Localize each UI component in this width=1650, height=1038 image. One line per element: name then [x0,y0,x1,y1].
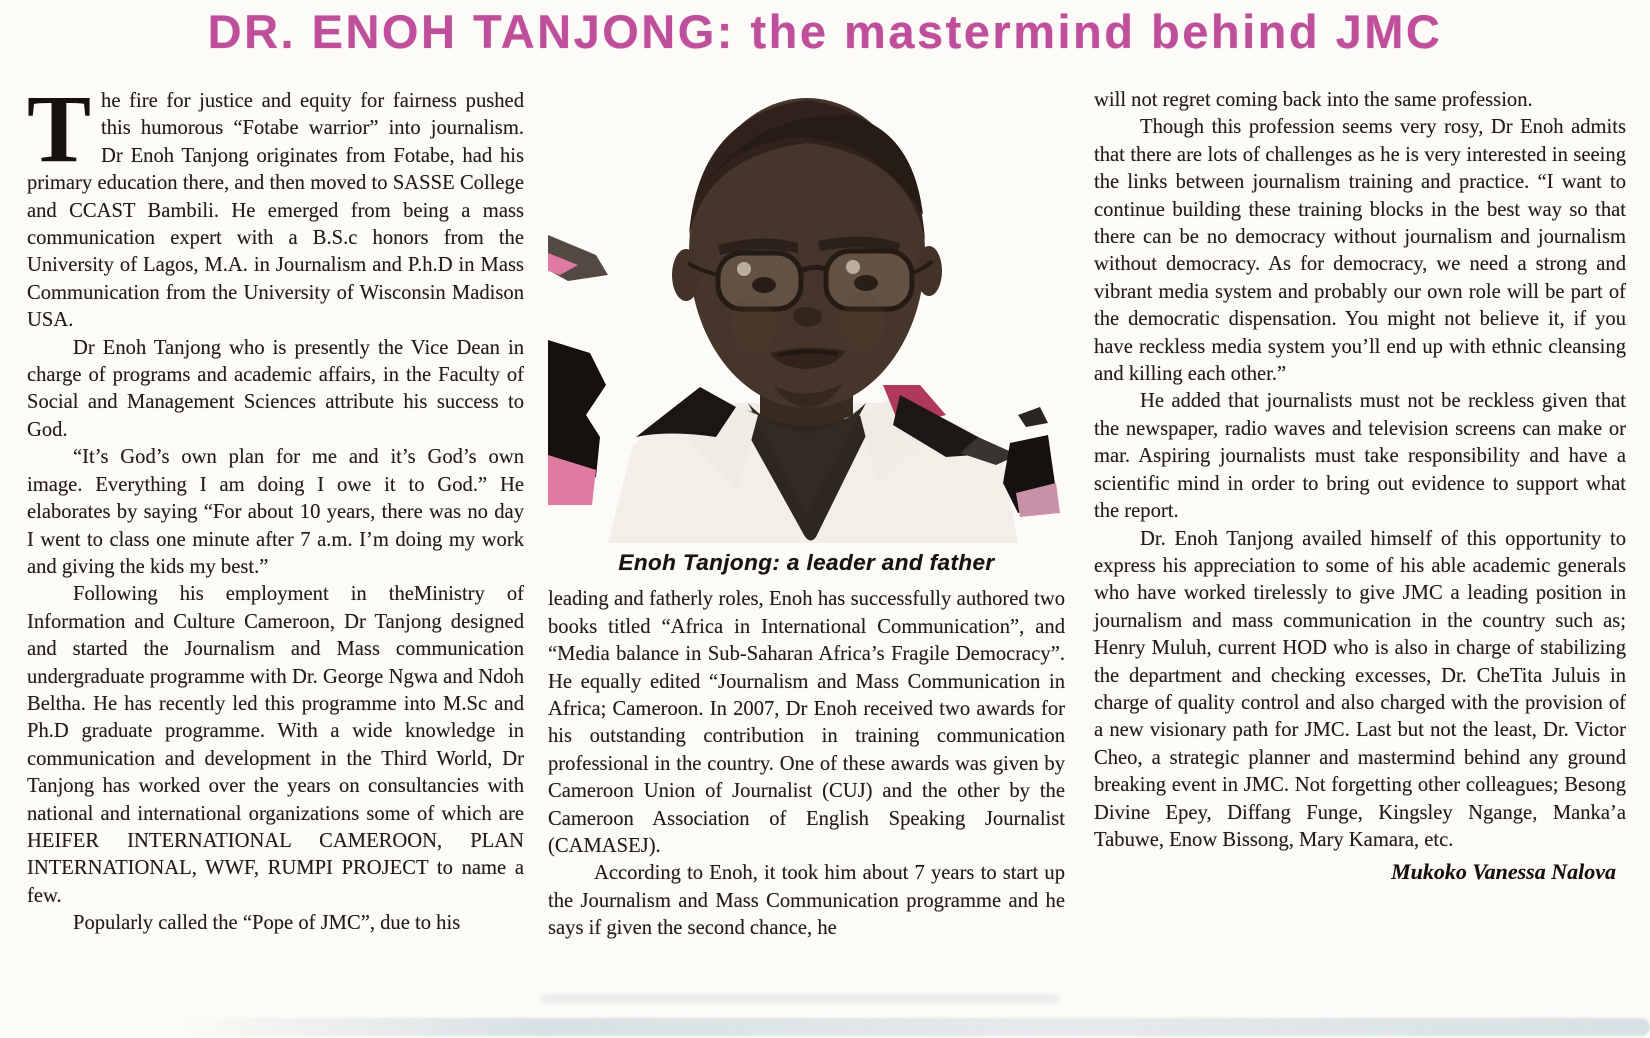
paragraph: Dr. Enoh Tanjong availed himself of this opportunity to express his appreciation to some of his able academic generals who have worked tirelessly to give JMC a leading position in journalism and mass communication in the country such as; Henry Muluh, current HOD who is also in charge of stabilizing the department and checking excesses, Dr. CheTita Juluis in charge of quality control and also charged with the provision of a new visionary path for JMC. Last but not the least, Dr. Victor Cheo, a strategic planner and mastermind behind any ground breaking event in JMC. Not forgetting other colleagues; Besong Divine Epey, Diffang Funge, Kingsley Ngange, Manka’a Tabuwe, Enow Bissong, Mary Kamara, etc. [1094,527,1626,851]
paragraph-text: he fire for justice and equity for fairness pushed this humorous “Fotabe warrior” into journalism. Dr Enoh Tanjong originates from Fotabe, had his primary education there, and then moved to SASSE College and CCAST Bambili. He emerged from being a mass communication expert with a B.S.c honors from the University of Lagos, M.A. in Journalism and P.h.D in Mass Communication from the University of Wisconsin Madison USA. [27,90,524,332]
portrait-photo [548,85,1065,576]
scan-smudge [540,994,1060,1004]
paragraph: He added that journalists must not be reckless given that the newspaper, radio waves and television screens can make or mar. Aspiring journalists must take responsibility and have a scientific mind in order to bring out evidence to support what the report. [1094,390,1626,523]
paragraph: Though this profession seems very rosy, Dr Enoh admits that there are lots of challenges as he is very interested in seeing the links between journalism training and practice. “I want to continue building these training blocks in the best way so that there can be no democracy without journalism and journalism without democracy. As for democracy, we need a strong and vibrant media system and probably our own role will be part of the democratic dispensation. You might not believe it, if you have reckless media system you’ll end up with ethnic cleansing and killing each other.” [1094,116,1626,386]
photo-caption: Enoh Tanjong: a leader and father [618,550,995,575]
paragraph: will not regret coming back into the same profession. [1094,89,1533,111]
article-column-right [1094,87,1626,886]
paragraph: leading and fatherly roles, Enoh has successfully authored two books titled “Africa in International Communication”, and “Media balance in Sub-Saharan Africa’s Fragile Democracy”. He equally edited “Journalism and Mass Communication in Africa; Cameroon. In 2007, Dr Enoh received two awards for his outstanding contribution in training communication professional in the country. One of these awards was given by Cameroon Union of Journalist (CUJ) and the other by the Cameroon Association of English Speaking Journalist (CAMASEJ). [548,588,1065,858]
portrait-illustration [548,85,1065,543]
paragraph: “It’s God’s own plan for me and it’s God’s own image. Everything I am doing I owe it to God.” He elaborates by saying “For about 10 years, there was no day I went to class one minute after 7 a.m. I’m doing my work and giving the kids my best.” [27,446,524,578]
paragraph: According to Enoh, it took him about 7 years to start up the Journalism and Mass Communication programme and he says if given the second chance, he [548,862,1065,940]
paragraph [27,75,524,335]
article-column-middle [548,85,1065,943]
author-byline: Mukoko Vanessa Nalova [1391,859,1616,885]
article-column-left [27,75,524,938]
paragraph: Dr Enoh Tanjong who is presently the Vice Dean in charge of programs and academic affairs, in the Faculty of Social and Management Sciences attribute his success to God. [27,336,524,441]
scan-band [170,1018,1650,1036]
paragraph: Following his employment in theMinistry of Information and Culture Cameroon, Dr Tanjong designed and started the Journalism and Mass communication undergraduate programme with Dr. George Ngwa and Ndoh Beltha. He has recently led this programme into M.Sc and Ph.D graduate programme. With a wide knowledge in communication and development in the Third World, Dr Tanjong has worked over the years on consultancies with national and international organizations some of which are HEIFER INTERNATIONAL CAMEROON, PLAN INTERNATIONAL, WWF, RUMPI PROJECT to name a few. [27,583,524,907]
paragraph: Popularly called the “Pope of JMC”, due to his [73,912,461,935]
article-headline: DR. ENOH TANJONG: the mastermind behind JMC [207,5,1443,58]
drop-cap: T [27,75,92,182]
